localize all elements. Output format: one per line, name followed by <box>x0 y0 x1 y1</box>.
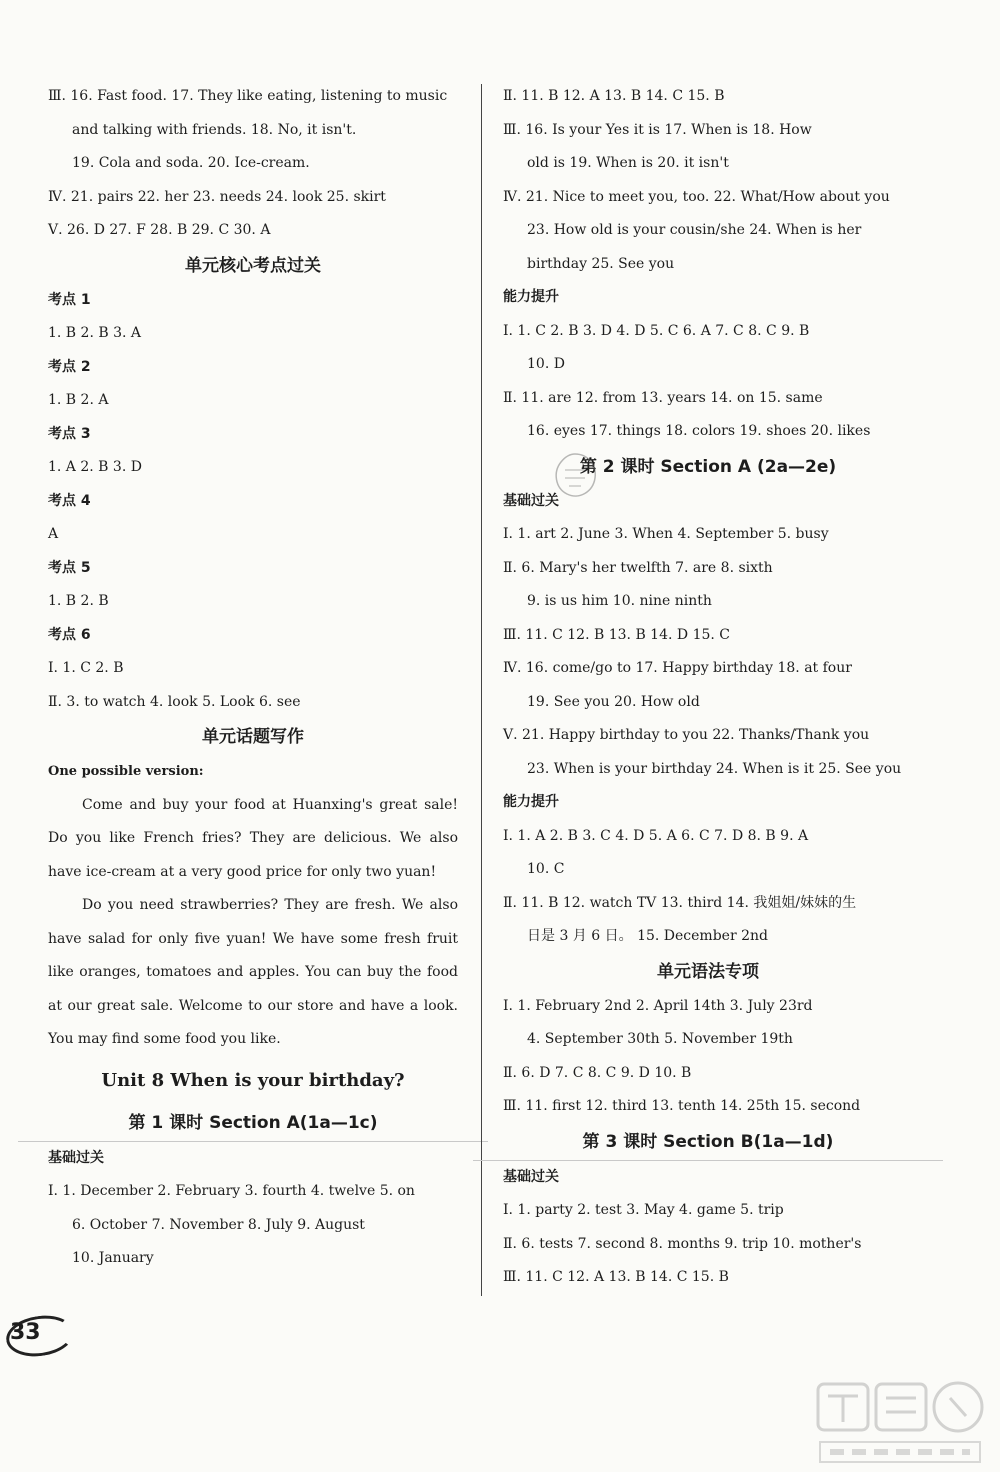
watermark-logo <box>810 1378 990 1468</box>
answer-line: 10. January <box>72 1250 154 1266</box>
subsection-label: 考点 3 <box>48 425 91 442</box>
answer-line: Ⅱ. 11. are 12. from 13. years 14. on 15. same <box>503 389 823 406</box>
lesson-heading: 第 3 课时 Section B(1a—1d) <box>582 1131 834 1152</box>
answer-line: 19. Cola and soda. 20. Ice-cream. <box>72 155 310 171</box>
answer-line: old is 19. When is 20. it isn't <box>527 155 729 171</box>
answer-line: 19. See you 20. How old <box>527 693 700 710</box>
lesson-heading: 第 2 课时 Section A (2a—2e) <box>579 456 837 477</box>
right-column <box>503 80 913 1295</box>
answer-line: Ⅳ. 16. come/go to 17. Happy birthday 18. at four <box>503 660 852 676</box>
answer-line: birthday 25. See you <box>527 255 675 272</box>
section-heading: 单元语法专项 <box>657 961 759 982</box>
subsection-label: 考点 1 <box>48 291 91 308</box>
subsection-label: 能力提升 <box>503 289 559 305</box>
answer-line: Ⅲ. 11. first 12. third 13. tenth 14. 25th 15. second <box>503 1098 861 1114</box>
answer-line: Ⅲ. 11. C 12. A 13. B 14. C 15. B <box>503 1269 729 1285</box>
answer-line: Ⅳ. 21. Nice to meet you, too. 22. What/How about you <box>503 188 890 205</box>
answer-line: Ⅲ. 11. C 12. B 13. B 14. D 15. C <box>503 626 731 643</box>
answer-line: 1. B 2. B 3. A <box>48 325 142 341</box>
answer-line: Ⅰ. 1. C 2. B 3. D 4. D 5. C 6. A 7. C 8. C 9. B <box>503 322 810 339</box>
answer-line: 4. September 30th 5. November 19th <box>527 1031 793 1047</box>
answer-line: 23. When is your birthday 24. When is it 25. See you <box>527 760 902 777</box>
answer-line: Ⅱ. 6. tests 7. second 8. months 9. trip 10. mother's <box>503 1235 862 1252</box>
answer-line: 9. is us him 10. nine ninth <box>527 593 712 609</box>
page-number-badge <box>6 1316 72 1354</box>
answer-line: Ⅱ. 6. Mary's her twelfth 7. are 8. sixth <box>503 559 773 576</box>
answer-line: 日是 3 月 6 日。 15. December 2nd <box>527 928 768 944</box>
stamp-graphic <box>549 450 601 502</box>
lesson-heading: 第 1 课时 Section A(1a—1c) <box>128 1112 378 1133</box>
answer-line: 23. How old is your cousin/she 24. When is her <box>527 222 862 238</box>
unit-title: Unit 8 When is your birthday? <box>101 1069 405 1091</box>
subsection-label: 考点 5 <box>48 559 91 576</box>
subsection-label: 能力提升 <box>503 794 559 810</box>
answer-line: Ⅲ. 16. Fast food. 17. They like eating, listening to music <box>48 88 448 104</box>
answer-line: Ⅰ. 1. art 2. June 3. When 4. September 5. busy <box>503 526 829 542</box>
answer-line: Ⅰ. 1. February 2nd 2. April 14th 3. July 23rd <box>503 997 813 1014</box>
section-heading: 单元话题写作 <box>202 727 304 747</box>
section-heading: 单元核心考点过关 <box>185 255 321 276</box>
left-column <box>48 80 458 1276</box>
answer-line: 1. B 2. A <box>48 392 109 408</box>
answer-line: 1. B 2. B <box>48 593 109 609</box>
subsection-label: 考点 2 <box>48 358 91 375</box>
answer-line: 6. October 7. November 8. July 9. August <box>72 1216 365 1233</box>
column-divider <box>481 84 482 1296</box>
answer-line: Ⅰ. 1. party 2. test 3. May 4. game 5. trip <box>503 1202 784 1218</box>
answer-line: Ⅱ. 3. to watch 4. look 5. Look 6. see <box>48 693 301 710</box>
answer-line: Ⅰ. 1. C 2. B <box>48 660 124 676</box>
answer-line: Ⅳ. 21. pairs 22. her 23. needs 24. look 25. skirt <box>48 188 386 205</box>
answer-line: 1. A 2. B 3. D <box>48 459 142 475</box>
subsection-label: 基础过关 <box>503 1168 559 1185</box>
answer-line: Ⅴ. 26. D 27. F 28. B 29. C 30. A <box>48 222 271 238</box>
answer-line: Ⅱ. 11. B 12. A 13. B 14. C 15. B <box>503 88 725 104</box>
answer-line: A <box>48 526 59 542</box>
answer-line: 10. D <box>527 356 565 372</box>
answer-line: 10. C <box>527 861 565 877</box>
page-number: 33 <box>10 1320 41 1345</box>
answer-line: Ⅱ. 6. D 7. C 8. C 9. D 10. B <box>503 1064 692 1081</box>
answer-line: and talking with friends. 18. No, it isn't. <box>72 121 357 138</box>
subsection-label: 基础过关 <box>503 492 559 509</box>
subsection-label: 基础过关 <box>48 1149 104 1166</box>
answer-line: Ⅴ. 21. Happy birthday to you 22. Thanks/Thank you <box>503 727 870 743</box>
essay-paragraph: Do you need strawberries? They are fresh. We also have salad for only five yuan! We have some fresh fruit like oranges, tomatoes and apples. You can buy the food at our great sale. Welcome to our store and have a look. You may find some food you like. <box>48 897 458 1047</box>
answer-line: Ⅲ. 16. Is your Yes it is 17. When is 18. How <box>503 121 812 138</box>
answer-line: Ⅰ. 1. December 2. February 3. fourth 4. twelve 5. on <box>48 1183 415 1199</box>
answer-line: Ⅰ. 1. A 2. B 3. C 4. D 5. A 6. C 7. D 8. B 9. A <box>503 827 809 844</box>
essay-paragraph: Come and buy your food at Huanxing's great sale! Do you like French fries? They are delicious. We also have ice-cream at a very good price for only two yuan! <box>48 796 458 880</box>
answer-line: 16. eyes 17. things 18. colors 19. shoes 20. likes <box>527 423 871 439</box>
answer-line: Ⅱ. 11. B 12. watch TV 13. third 14. 我姐姐/妹妹的生 <box>503 894 857 911</box>
subsection-label: 考点 4 <box>48 492 91 509</box>
subsection-label: 考点 6 <box>48 626 91 643</box>
sample-label: One possible version: <box>48 764 204 779</box>
